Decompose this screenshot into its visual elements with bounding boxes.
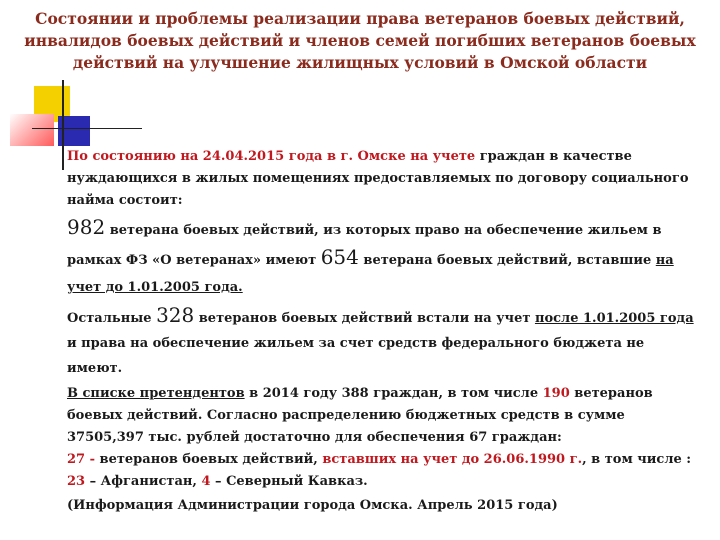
veterans-text-1: ветерана боевых действий, из которых право на обеспечение жильем в рамках ФЗ «О ветеранах» имеют bbox=[67, 223, 662, 268]
deco-pink-square bbox=[10, 114, 54, 146]
paragraph-27 bbox=[67, 449, 697, 493]
slide-title bbox=[18, 8, 702, 74]
paragraph-applicants bbox=[67, 383, 697, 449]
remaining-text-2: ветеранов боевых действий встали на учет bbox=[194, 311, 535, 326]
p27-text-1: ветеранов боевых действий, bbox=[99, 452, 323, 467]
remaining-text-3: и права на обеспечение жильем за счет средств федерального бюджета не имеют. bbox=[67, 336, 645, 376]
deco-vertical-line bbox=[62, 80, 64, 170]
paragraph-status bbox=[67, 146, 697, 212]
paragraph-veterans-count bbox=[67, 214, 697, 301]
applicants-text-1: в 2014 году 388 граждан, в том числе bbox=[244, 386, 543, 401]
count-23: 23 bbox=[67, 474, 86, 489]
count-328: 328 bbox=[156, 303, 195, 327]
p27-text-3: – Афганистан, bbox=[85, 474, 202, 489]
applicants-text-2: ветеранов боевых действий. Согласно распределению бюджетных средств в сумме 37505,397 тыс. рублей достаточно для обеспечения 67 граждан: bbox=[67, 386, 653, 445]
deco-horizontal-line bbox=[32, 128, 142, 129]
count-27: 27 - bbox=[67, 452, 100, 467]
status-date-text: По состоянию на 24.04.2015 года в г. Омске на учете bbox=[67, 149, 476, 164]
p27-date-red: вставших на учет до 26.06.1990 г. bbox=[322, 452, 583, 467]
p27-text-4: – Северный Кавказ. bbox=[210, 474, 368, 489]
paragraph-source bbox=[67, 495, 697, 517]
count-4: 4 bbox=[201, 474, 211, 489]
status-text: граждан в качестве нуждающихся в жилых помещениях предоставляемых по договору социального найма состоит: bbox=[67, 149, 689, 208]
veterans-date-underlined: на учет до 1.01.2005 года. bbox=[67, 253, 674, 295]
paragraph-remaining bbox=[67, 303, 697, 381]
count-982: 982 bbox=[67, 215, 106, 239]
source-text: (Информация Администрации города Омска. Апрель 2015 года) bbox=[67, 498, 558, 513]
applicants-heading: В списке претендентов bbox=[67, 386, 245, 401]
veterans-text-2: ветерана боевых действий, вставшие bbox=[358, 253, 656, 268]
remaining-date-underlined: после 1.01.2005 года bbox=[534, 311, 694, 326]
count-190: 190 bbox=[542, 386, 570, 401]
content-body bbox=[67, 146, 697, 517]
title-line-1: Состоянии и проблемы реализации права ветеранов боевых действий, bbox=[35, 9, 685, 28]
p27-text-2: , в том числе : bbox=[582, 452, 692, 467]
remaining-text-1: Остальные bbox=[67, 311, 157, 326]
title-line-3: действий на улучшение жилищных условий в Омской области bbox=[72, 53, 648, 72]
title-line-2: инвалидов боевых действий и членов семей погибших ветеранов боевых bbox=[24, 31, 696, 50]
count-654: 654 bbox=[320, 245, 359, 269]
